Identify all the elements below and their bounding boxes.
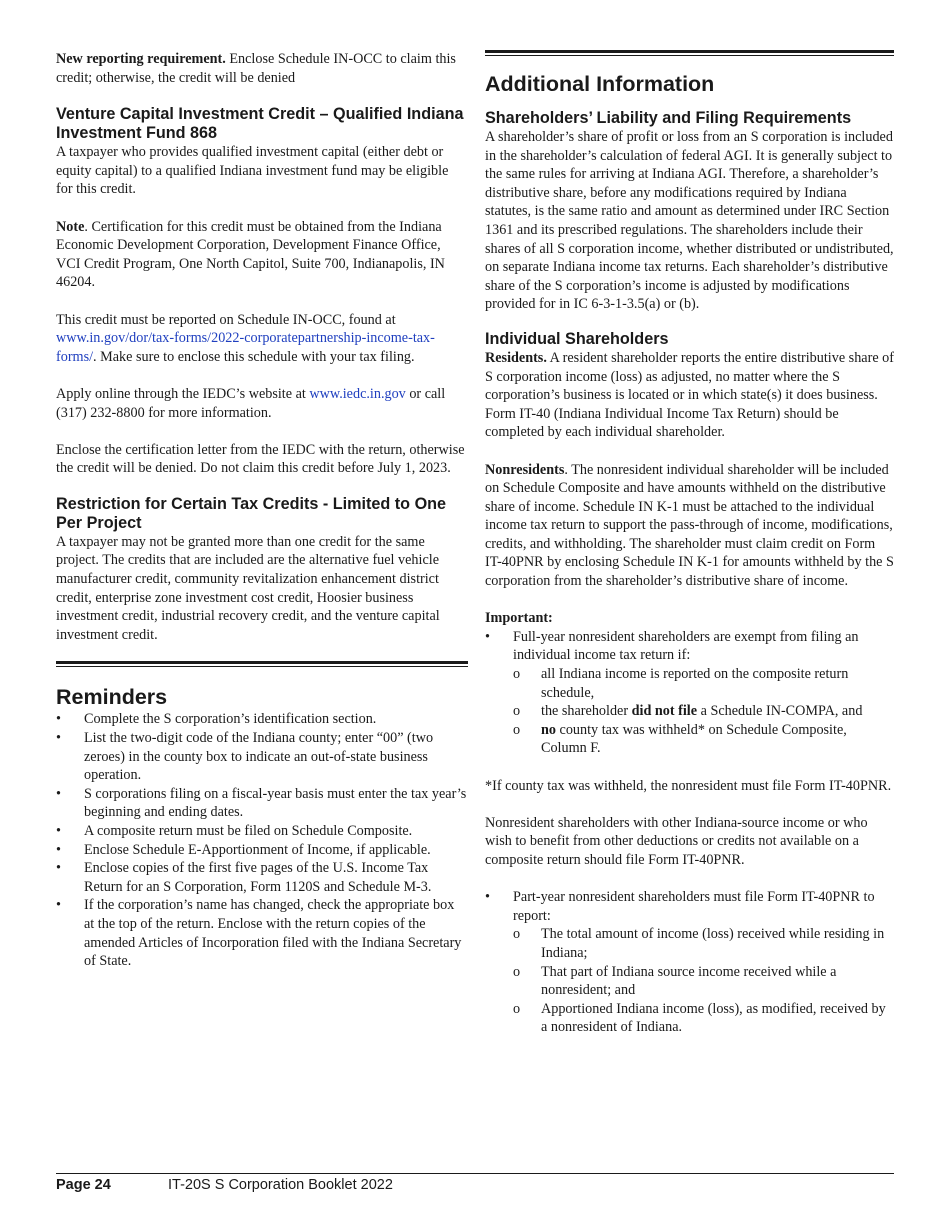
- other-income-text: Nonresident shareholders with other Indiana-source income or who wish to benefit from other deductions or credits not available on a composite return should file Form IT-40PNR.: [485, 814, 868, 868]
- list-item: o the shareholder did not file a Schedule IN-COMPA, and: [513, 702, 894, 721]
- list-item: • Complete the S corporation’s identification section.: [56, 710, 468, 729]
- iedc-link[interactable]: www.iedc.in.gov: [309, 385, 406, 402]
- full-year-list: [485, 628, 894, 758]
- nonresidents-text: Nonresidents. The nonresident individual shareholder will be included on Schedule Composite and have amounts withheld on the distributive share of income. Schedule IN K-1 must be attached to the individual income tax return to support the pass-through of income, modifications, credits, and withholding. The shareholder must claim credit on Form IT-40PNR by enclosing Schedule IN K-1 for amounts withheld by the S corporation from the shareholder’s distributive share of income.: [485, 461, 894, 590]
- additional-info-heading: Additional Information: [485, 72, 715, 96]
- list-item: • Enclose Schedule E-Apportionment of Income, if applicable.: [56, 841, 468, 860]
- list-item: • Part-year nonresident shareholders must file Form IT-40PNR to report: o The total amount of income (loss) received while residing in Indiana; o That part of Indiana source income received while a nonresident; and o Apportioned Indiana income (loss), as modified, received by a nonresident of Indiana.: [485, 888, 894, 1037]
- page-footer: [56, 1173, 894, 1193]
- individual-shareholders-heading: Individual Shareholders: [485, 329, 669, 348]
- section-divider: [485, 50, 894, 56]
- vci-apply-text: Apply online through the IEDC’s website at www.iedc.in.gov or call (317) 232-8800 for more information.: [56, 385, 446, 421]
- reminders-list: [56, 710, 468, 970]
- tax-forms-link[interactable]: www.in.gov/dor/tax-forms/2022-corporatepartnership-income-tax-forms/: [56, 330, 435, 365]
- list-item: o no county tax was withheld* on Schedule Composite, Column F.: [513, 721, 894, 758]
- restriction-text: A taxpayer may not be granted more than one credit for the same project. The credits that are included are the alternative fuel vehicle manufacturer credit, community revitalization enhancement district credit, enterprise zone investment cost credit, Hoosier business investment credit, industrial recovery credit, and the venture capital investment credit.: [56, 533, 440, 643]
- list-item: • Full-year nonresident shareholders are exempt from filing an individual income tax return if: o all Indiana income is reported on the composite return schedule, o the shareholder did not file a Schedule IN-COMPA, and o no county tax was withheld* on Schedule Composite, Column F.: [485, 628, 894, 758]
- list-item: • S corporations filing on a fiscal-year basis must enter the tax year’s beginning and ending dates.: [56, 785, 468, 822]
- reminders-heading: Reminders: [56, 685, 168, 710]
- list-item: • If the corporation’s name has changed, check the appropriate box at the top of the return. Enclose with the return copies of the amended Articles of Incorporation filed with the Indiana Secretary of State.: [56, 896, 468, 970]
- county-tax-note: *If county tax was withheld, the nonresident must file Form IT-40PNR.: [485, 777, 892, 794]
- booklet-title: IT-20S S Corporation Booklet 2022: [168, 1177, 393, 1193]
- section-divider: [56, 661, 468, 667]
- vci-heading: Venture Capital Investment Credit – Qualified Indiana Investment Fund 868: [56, 105, 464, 143]
- left-column: [56, 50, 468, 971]
- vci-note: Note. Certification for this credit must be obtained from the Indiana Economic Development Corporation, Development Finance Office, VCI Credit Program, One North Capitol, Suite 700, Indianapolis, IN 46204.: [56, 218, 445, 291]
- list-item: o The total amount of income (loss) received while residing in Indiana;: [513, 925, 894, 962]
- list-item: o Apportioned Indiana income (loss), as modified, received by a nonresident of Indiana.: [513, 1000, 894, 1037]
- list-item: o That part of Indiana source income received while a nonresident; and: [513, 963, 894, 1000]
- list-item: • List the two-digit code of the Indiana county; enter “00” (two zeroes) in the county box to indicate an out-of-state business operation.: [56, 729, 468, 785]
- part-year-list: [485, 888, 894, 1037]
- list-item: o all Indiana income is reported on the composite return schedule,: [513, 665, 894, 702]
- vci-report-text: This credit must be reported on Schedule IN-OCC, found at www.in.gov/dor/tax-forms/2022-corporatepartnership-income-tax-forms/. Make sure to enclose this schedule with your tax filing.: [56, 311, 435, 365]
- vci-enclose-certification: Enclose the certification letter from the IEDC with the return, otherwise the credit will be denied. Do not claim this credit before July 1, 2023.: [56, 441, 465, 477]
- liability-heading: Shareholders’ Liability and Filing Requirements: [485, 109, 852, 127]
- full-year-sublist: [513, 665, 894, 758]
- new-reporting-requirement: New reporting requirement. Enclose Schedule IN-OCC to claim this credit; otherwise, the credit will be denied: [56, 51, 456, 86]
- restriction-heading: Restriction for Certain Tax Credits - Limited to One Per Project: [56, 494, 447, 532]
- new-reporting-label: New reporting requirement.: [56, 51, 226, 67]
- list-item: • A composite return must be filed on Schedule Composite.: [56, 822, 468, 841]
- vci-description: A taxpayer who provides qualified investment capital (either debt or equity capital) to a qualified Indiana investment fund may be eligible for this credit.: [56, 144, 449, 198]
- residents-text: Residents. A resident shareholder reports the entire distributive share of S corporation income (loss) as adjusted, no matter where the S corporation’s business is located or in which state(s) it does business. Form IT-40 (Indiana Individual Income Tax Return) should be completed by each individual shareholder.: [485, 349, 894, 441]
- important-label: Important:: [485, 610, 553, 627]
- part-year-sublist: [513, 925, 894, 1037]
- page-number: Page 24: [56, 1177, 111, 1193]
- right-column: [485, 50, 894, 1037]
- list-item: • Enclose copies of the first five pages of the U.S. Income Tax Return for an S Corporation, Form 1120S and Schedule M-3.: [56, 859, 468, 896]
- liability-text: A shareholder’s share of profit or loss from an S corporation is included in the shareholder’s calculation of federal AGI. It is generally subject to the same rules for arriving at Indiana AGI. Therefore, a shareholder’s distributive share, before any modifications required by Indiana statutes, is the same ratio and amount as determined under IRC Section 1361 and its prescribed regulations. The shareholders include their shares of all S corporation income, whether distributed or undistributed, on separate Indiana income tax returns. Each shareholder’s distributive share of the S corporation’s income is adjusted by modifications provided for in IC 6-3-1-3.5(a) or (b).: [485, 129, 894, 313]
